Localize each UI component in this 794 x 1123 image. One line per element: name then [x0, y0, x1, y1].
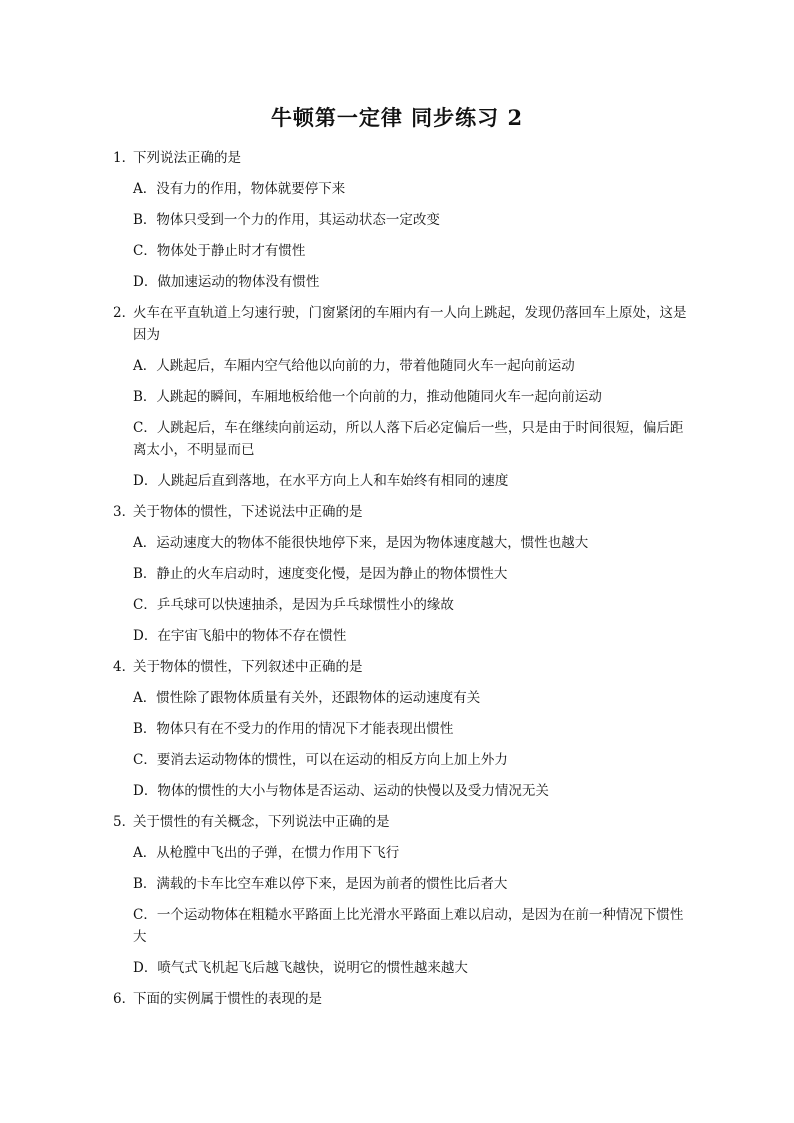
option-letter: D．	[133, 274, 158, 290]
question-text: 关于物体的惯性，下述说法中正确的是	[133, 504, 363, 520]
option-a	[0, 532, 794, 554]
option-b	[0, 209, 794, 231]
question-number: 2．	[113, 305, 136, 321]
option-c	[0, 240, 794, 262]
question-text: 下列说法正确的是	[133, 150, 241, 166]
option-text: 乒乓球可以快速抽杀，是因为乒乓球惯性小的缘故	[156, 597, 454, 613]
option-text: 要消去运动物体的惯性，可以在运动的相反方向上加上外力	[156, 752, 508, 768]
question-1	[0, 147, 794, 293]
option-letter: A．	[133, 690, 157, 706]
option-c	[0, 417, 794, 461]
option-text: 人跳起后，车厢内空气给他以向前的力，带着他随同火车一起向前运动	[156, 358, 575, 374]
question-stem	[0, 811, 794, 833]
option-text: 人跳起后直到落地，在水平方向上人和车始终有相同的速度	[157, 473, 509, 489]
option-text: 做加速运动的物体没有惯性	[157, 274, 320, 290]
option-a	[0, 355, 794, 377]
question-number: 5．	[113, 814, 136, 830]
option-d	[0, 780, 794, 802]
option-letter: B．	[133, 721, 157, 737]
option-letter: D．	[133, 628, 158, 644]
option-letter: B．	[133, 876, 157, 892]
option-letter: A．	[133, 535, 157, 551]
question-6	[0, 988, 794, 1010]
option-text: 物体的惯性的大小与物体是否运动、运动的快慢以及受力情况无关	[157, 783, 549, 799]
question-number: 3．	[113, 504, 136, 520]
option-text: 物体处于静止时才有惯性	[156, 243, 306, 259]
option-letter: C．	[133, 597, 157, 613]
page-title: 牛顿第一定律 同步练习 2	[270, 105, 524, 130]
question-4	[0, 656, 794, 802]
option-c	[0, 904, 794, 948]
option-letter: D．	[133, 473, 158, 489]
question-2	[0, 302, 794, 492]
question-3	[0, 501, 794, 647]
option-b	[0, 386, 794, 408]
option-letter: B．	[133, 389, 157, 405]
option-text: 物体只受到一个力的作用，其运动状态一定改变	[156, 212, 440, 228]
question-text: 下面的实例属于惯性的表现的是	[133, 991, 322, 1007]
option-a	[0, 178, 794, 200]
option-letter: B．	[133, 212, 157, 228]
option-c	[0, 749, 794, 771]
option-letter: A．	[133, 181, 157, 197]
option-d	[0, 470, 794, 492]
option-text: 人跳起后，车在继续向前运动，所以人落下后必定偏后一些，只是由于时间很短，偏后距离太小，不明显而已	[133, 420, 684, 458]
question-number: 6．	[113, 991, 136, 1007]
option-letter: D．	[133, 960, 158, 976]
option-d	[0, 271, 794, 293]
option-a	[0, 687, 794, 709]
option-text: 一个运动物体在粗糙水平路面上比光滑水平路面上难以启动，是因为在前一种情况下惯性大	[133, 907, 684, 945]
option-text: 惯性除了跟物体质量有关外，还跟物体的运动速度有关	[156, 690, 481, 706]
question-stem	[0, 656, 794, 678]
option-letter: C．	[133, 752, 157, 768]
option-letter: D．	[133, 783, 158, 799]
question-text: 火车在平直轨道上匀速行驶，门窗紧闭的车厢内有一人向上跳起，发现仍落回车上原处，这是因为	[133, 305, 687, 343]
option-text: 在宇宙飞船中的物体不存在惯性	[157, 628, 347, 644]
question-text: 关于惯性的有关概念，下列说法中正确的是	[133, 814, 390, 830]
option-text: 没有力的作用，物体就要停下来	[156, 181, 346, 197]
option-a	[0, 842, 794, 864]
option-letter: B．	[133, 566, 157, 582]
option-text: 人跳起的瞬间，车厢地板给他一个向前的力，推动他随同火车一起向前运动	[156, 389, 602, 405]
option-letter: C．	[133, 907, 157, 923]
question-stem	[0, 147, 794, 169]
option-letter: C．	[133, 420, 157, 436]
question-stem	[0, 988, 794, 1010]
option-text: 喷气式飞机起飞后越飞越快，说明它的惯性越来越大	[157, 960, 468, 976]
question-text: 关于物体的惯性，下列叙述中正确的是	[133, 659, 363, 675]
question-stem	[0, 302, 794, 346]
option-letter: A．	[133, 845, 157, 861]
option-text: 运动速度大的物体不能很快地停下来，是因为物体速度越大，惯性也越大	[156, 535, 589, 551]
question-stem	[0, 501, 794, 523]
option-text: 静止的火车启动时，速度变化慢，是因为静止的物体惯性大	[156, 566, 508, 582]
option-d	[0, 625, 794, 647]
question-list	[0, 138, 794, 1010]
question-number: 1．	[113, 150, 136, 166]
question-5	[0, 811, 794, 979]
option-letter: A．	[133, 358, 157, 374]
option-text: 物体只有在不受力的作用的情况下才能表现出惯性	[156, 721, 454, 737]
option-b	[0, 873, 794, 895]
option-d	[0, 957, 794, 979]
question-number: 4．	[113, 659, 136, 675]
option-c	[0, 594, 794, 616]
option-text: 满载的卡车比空车难以停下来，是因为前者的惯性比后者大	[156, 876, 508, 892]
option-b	[0, 563, 794, 585]
option-letter: C．	[133, 243, 157, 259]
option-text: 从枪膛中飞出的子弹，在惯力作用下飞行	[156, 845, 400, 861]
option-b	[0, 718, 794, 740]
